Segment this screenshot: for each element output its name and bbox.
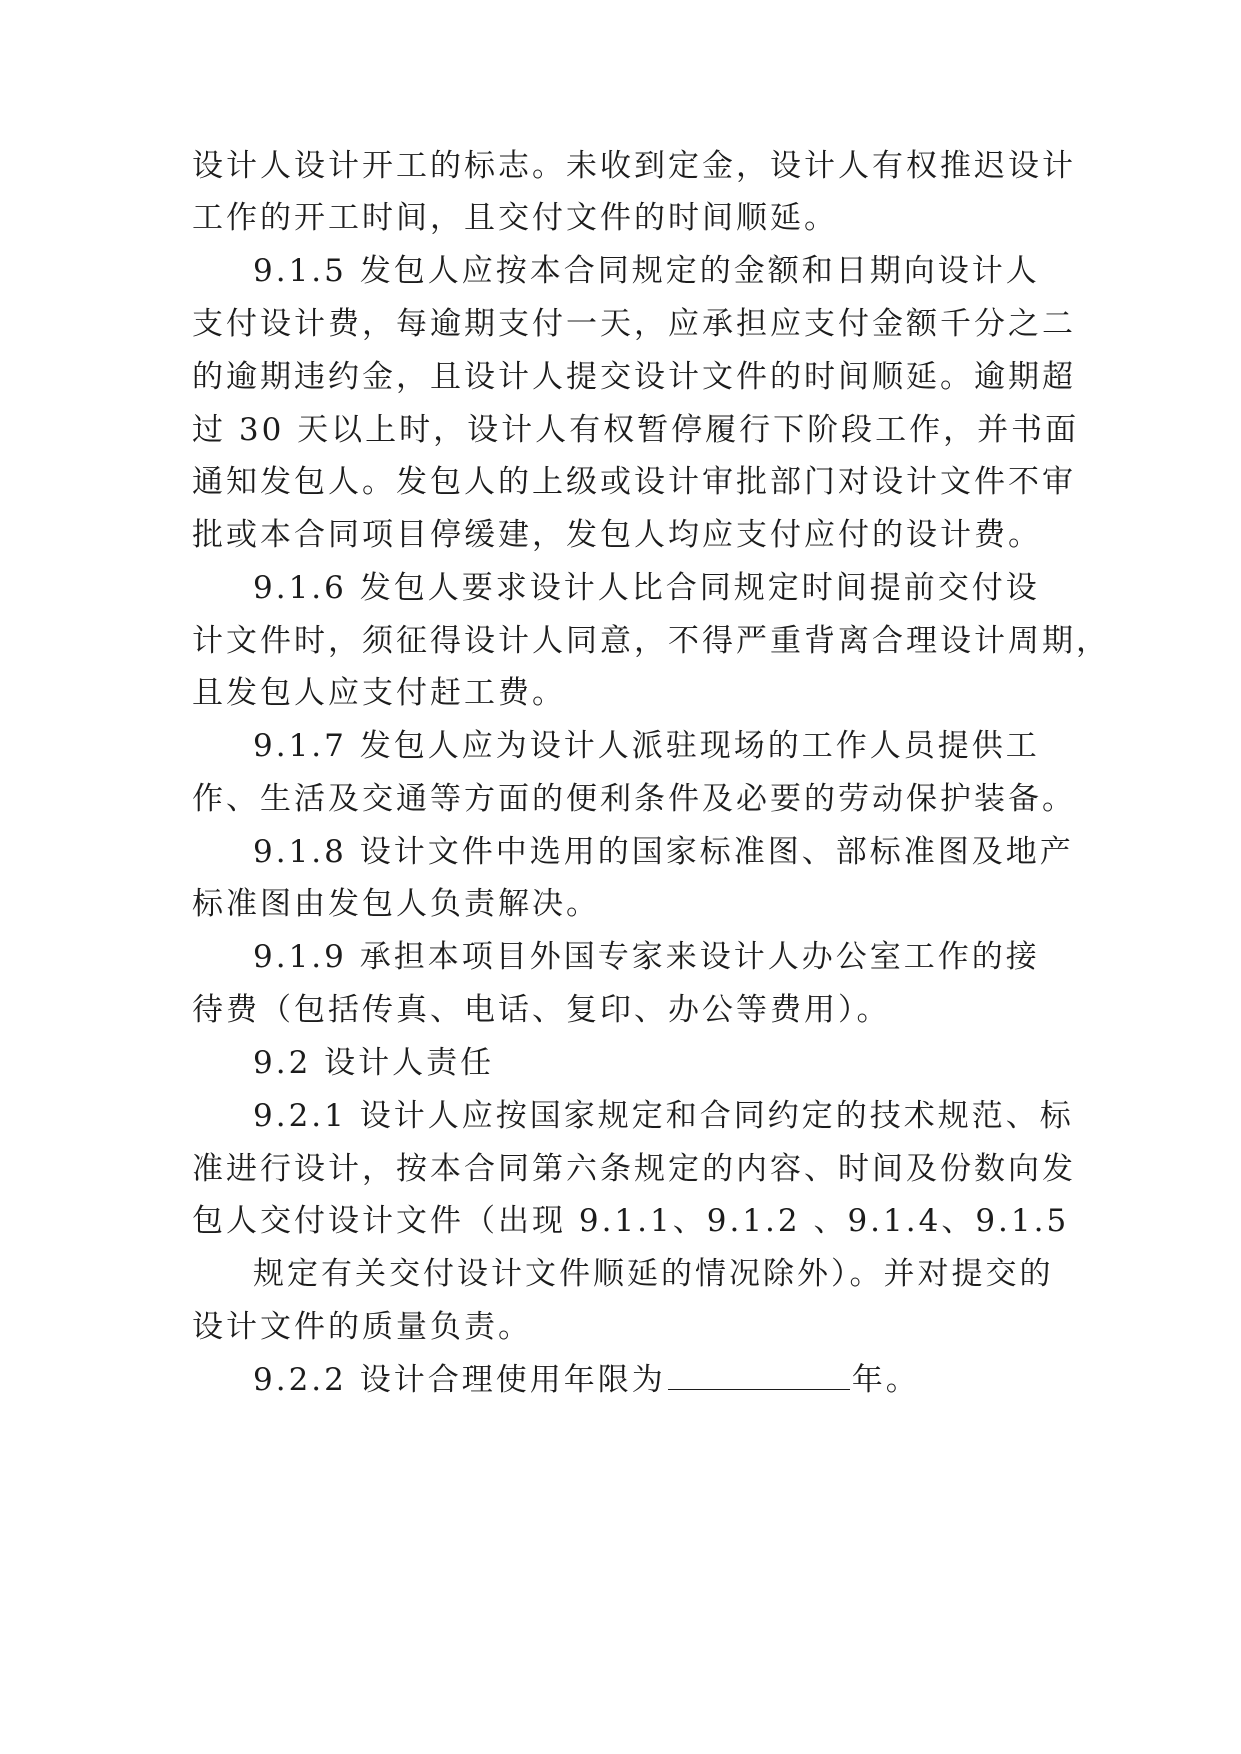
- paragraph-9-1-6: 9.1.6 发包人要求设计人比合同规定时间提前交付设: [253, 570, 1040, 606]
- text-line: 作、生活及交通等方面的便利条件及必要的劳动保护装备。: [192, 781, 1076, 817]
- text-line: 准进行设计，按本合同第六条规定的内容、时间及份数向发: [192, 1151, 1076, 1187]
- paragraph-9-1-8: 9.1.8 设计文件中选用的国家标准图、部标准图及地产: [253, 834, 1074, 870]
- text-line: 计文件时，须征得设计人同意，不得严重背离合理设计周期，: [192, 623, 1110, 659]
- paragraph-9-1-7: 9.1.7 发包人应为设计人派驻现场的工作人员提供工: [253, 728, 1040, 764]
- text-line: 过 30 天以上时，设计人有权暂停履行下阶段工作，并书面: [192, 412, 1080, 448]
- text-line: 设计文件的质量负责。: [192, 1309, 532, 1345]
- paragraph-9-2-2-suffix: 年。: [851, 1362, 920, 1398]
- text-line: 且发包人应支付赶工费。: [192, 675, 566, 711]
- section-heading-9-2: 9.2 设计人责任: [253, 1045, 495, 1081]
- text-line: 支付设计费，每逾期支付一天，应承担应支付金额千分之二: [192, 306, 1076, 342]
- text-line: 的逾期违约金，且设计人提交设计文件的时间顺延。逾期超: [192, 359, 1076, 395]
- text-line: 待费（包括传真、电话、复印、办公等费用）。: [192, 992, 891, 1028]
- text-line: 规定有关交付设计文件顺延的情况除外）。并对提交的: [253, 1256, 1054, 1292]
- paragraph-9-2-2: [253, 1360, 920, 1400]
- fill-in-blank[interactable]: [668, 1361, 850, 1390]
- paragraph-9-2-1: 9.2.1 设计人应按国家规定和合同约定的技术规范、标: [253, 1098, 1074, 1134]
- paragraph-9-1-5: 9.1.5 发包人应按本合同规定的金额和日期向设计人: [253, 253, 1040, 289]
- text-line: 标准图由发包人负责解决。: [192, 886, 600, 922]
- paragraph-9-1-9: 9.1.9 承担本项目外国专家来设计人办公室工作的接: [253, 939, 1040, 975]
- text-line: 批或本合同项目停缓建，发包人均应支付应付的设计费。: [192, 517, 1042, 553]
- paragraph-9-2-2-prefix: 9.2.2 设计合理使用年限为: [253, 1362, 666, 1398]
- text-line: 包人交付设计文件（出现 9.1.1、9.1.2 、9.1.4、9.1.5: [192, 1203, 1070, 1239]
- text-line: 通知发包人。发包人的上级或设计审批部门对设计文件不审: [192, 464, 1076, 500]
- text-line: 设计人设计开工的标志。未收到定金，设计人有权推迟设计: [192, 148, 1076, 184]
- text-line: 工作的开工时间，且交付文件的时间顺延。: [192, 200, 838, 236]
